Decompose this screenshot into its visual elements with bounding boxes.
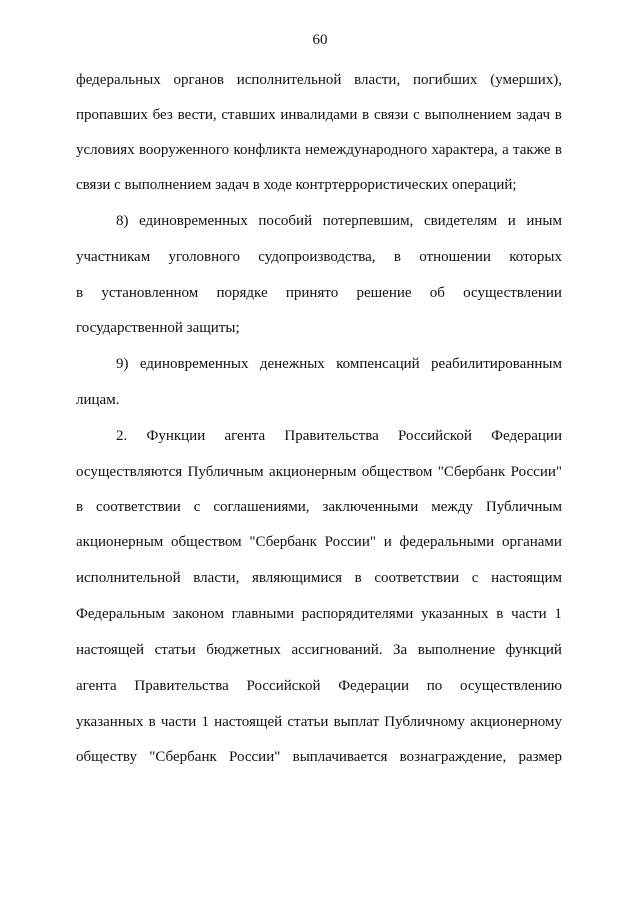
text-word: статьи	[154, 642, 196, 658]
text-word: единовременных	[139, 356, 249, 372]
text-line: связи с выполнением задач в ходе контртеррористических операций;	[76, 177, 517, 193]
text-word: "Сбербанк	[437, 464, 506, 480]
text-word: установленном	[101, 285, 199, 301]
text-word: в	[554, 142, 562, 158]
text-word: исполнительной	[236, 72, 342, 88]
text-word: Публичным	[187, 464, 264, 480]
text-word: Функции	[146, 428, 206, 444]
text-word: решение	[356, 285, 412, 301]
text-word: За	[393, 642, 408, 658]
text-word: бюджетных	[206, 642, 281, 658]
text-word: об	[429, 285, 445, 301]
text-word: также	[513, 142, 551, 158]
text-word: отношении	[419, 249, 491, 265]
text-word: судопроизводства,	[258, 249, 376, 265]
text-line	[76, 283, 562, 303]
text-word: органами	[501, 534, 562, 550]
text-word: связи	[373, 107, 409, 123]
text-line	[76, 497, 562, 517]
text-word: выполнением	[424, 107, 512, 123]
text-word: указанных	[76, 714, 144, 730]
text-line	[76, 247, 562, 267]
text-word: выплат	[333, 714, 380, 730]
text-word: осуществляются	[76, 464, 183, 480]
text-word: главными	[231, 606, 294, 622]
text-word: в	[393, 249, 401, 265]
text-line	[76, 604, 562, 624]
text-word: агента	[224, 428, 266, 444]
text-word: размер	[518, 749, 562, 765]
text-word: Российской	[246, 678, 321, 694]
text-word: настоящим	[491, 570, 562, 586]
text-word: между	[431, 499, 473, 515]
text-word: "Сбербанк	[249, 534, 317, 550]
text-word: Правительства	[134, 678, 229, 694]
text-line	[76, 532, 562, 552]
text-word: обществом	[361, 464, 433, 480]
text-word: задач	[516, 107, 551, 123]
text-word: агента	[76, 678, 117, 694]
text-word: обществу	[76, 749, 137, 765]
text-word: части	[160, 714, 197, 730]
text-word: ассигнований.	[291, 642, 383, 658]
text-word: в	[76, 499, 84, 515]
text-word: акционерному	[470, 714, 562, 730]
text-line	[116, 426, 562, 446]
text-line: государственной защиты;	[76, 320, 240, 336]
text-line	[76, 105, 562, 125]
text-word: в	[496, 606, 504, 622]
text-word: порядке	[216, 285, 268, 301]
text-word: характера,	[431, 142, 498, 158]
text-word: "Сбербанк	[149, 749, 217, 765]
text-word: инвалидами	[280, 107, 358, 123]
text-word: являющимися	[251, 570, 342, 586]
text-word: вооруженного	[138, 142, 230, 158]
text-word: которых	[509, 249, 562, 265]
text-word: функций	[505, 642, 562, 658]
text-word: настоящей	[214, 714, 283, 730]
text-word: России"	[324, 534, 376, 550]
text-line	[76, 140, 562, 160]
text-word: Федеральным	[76, 606, 165, 622]
text-word: указанных	[421, 606, 489, 622]
text-word: в	[554, 107, 562, 123]
text-word: Российской	[397, 428, 472, 444]
text-word: Публичному	[384, 714, 465, 730]
text-word: власти,	[354, 72, 401, 88]
text-word: компенсаций	[336, 356, 420, 372]
text-word: России"	[229, 749, 281, 765]
text-word: Федерации	[491, 428, 562, 444]
text-word: а	[502, 142, 509, 158]
text-word: выплачивается	[292, 749, 388, 765]
text-word: в	[148, 714, 156, 730]
text-word: выполнение	[417, 642, 496, 658]
text-line	[76, 568, 562, 588]
text-word: конфликта	[233, 142, 301, 158]
text-line	[116, 211, 562, 231]
text-word: осуществлении	[463, 285, 562, 301]
text-line	[76, 462, 562, 482]
text-word: с	[193, 499, 201, 515]
text-word: органов	[173, 72, 224, 88]
text-word: законом	[172, 606, 224, 622]
text-word: потерпевшим,	[322, 213, 414, 229]
text-word: федеральными	[399, 534, 495, 550]
text-word: и	[383, 534, 392, 550]
text-word: без	[152, 107, 173, 123]
text-word: власти,	[193, 570, 240, 586]
text-line	[76, 676, 562, 696]
text-word: заключенными	[322, 499, 419, 515]
text-word: 1	[201, 714, 209, 730]
text-line	[76, 747, 562, 767]
text-word: и	[507, 213, 516, 229]
text-word: по	[426, 678, 443, 694]
text-word: уголовного	[168, 249, 240, 265]
text-line: лицам.	[76, 392, 120, 408]
text-word: статьи	[287, 714, 329, 730]
text-word: 9)	[116, 356, 129, 372]
text-word: немеждународного	[305, 142, 428, 158]
text-word: соответствии	[96, 499, 181, 515]
text-word: с	[413, 107, 420, 123]
text-word: настоящей	[76, 642, 145, 658]
text-word: акционерным	[76, 534, 164, 550]
text-word: вести,	[177, 107, 217, 123]
text-word: пособий	[258, 213, 313, 229]
text-word: с	[471, 570, 479, 586]
text-word: иным	[526, 213, 562, 229]
text-word: акционерным	[269, 464, 357, 480]
text-word: ставших	[221, 107, 276, 123]
text-word: пропавших	[76, 107, 148, 123]
text-word: 2.	[116, 428, 128, 444]
text-word: в	[76, 285, 84, 301]
text-word: Федерации	[338, 678, 410, 694]
text-word: условиях	[76, 142, 135, 158]
text-word: соответствии	[374, 570, 460, 586]
text-word: Правительства	[284, 428, 379, 444]
text-word: принято	[285, 285, 339, 301]
text-line	[76, 712, 562, 732]
text-word: обществом	[171, 534, 242, 550]
text-word: России"	[510, 464, 562, 480]
text-word: в	[354, 570, 362, 586]
text-line	[76, 640, 562, 660]
text-word: соглашениями,	[213, 499, 310, 515]
text-word: 1	[554, 606, 562, 622]
text-word: распорядителями	[301, 606, 414, 622]
text-word: в	[362, 107, 370, 123]
text-word: осуществлению	[460, 678, 562, 694]
text-word: вознаграждение,	[399, 749, 507, 765]
text-word: Публичным	[485, 499, 562, 515]
page-number: 60	[312, 32, 328, 48]
text-line	[116, 354, 562, 374]
text-line	[76, 70, 562, 90]
text-word: реабилитированным	[431, 356, 562, 372]
text-word: участникам	[76, 249, 151, 265]
text-word: свидетелям	[423, 213, 498, 229]
text-word: части	[511, 606, 547, 622]
text-word: федеральных	[76, 72, 161, 88]
text-word: исполнительной	[76, 570, 181, 586]
text-word: (умерших),	[490, 72, 562, 88]
text-word: единовременных	[139, 213, 248, 229]
text-word: 8)	[116, 213, 129, 229]
text-word: денежных	[259, 356, 325, 372]
text-word: погибших	[413, 72, 478, 88]
